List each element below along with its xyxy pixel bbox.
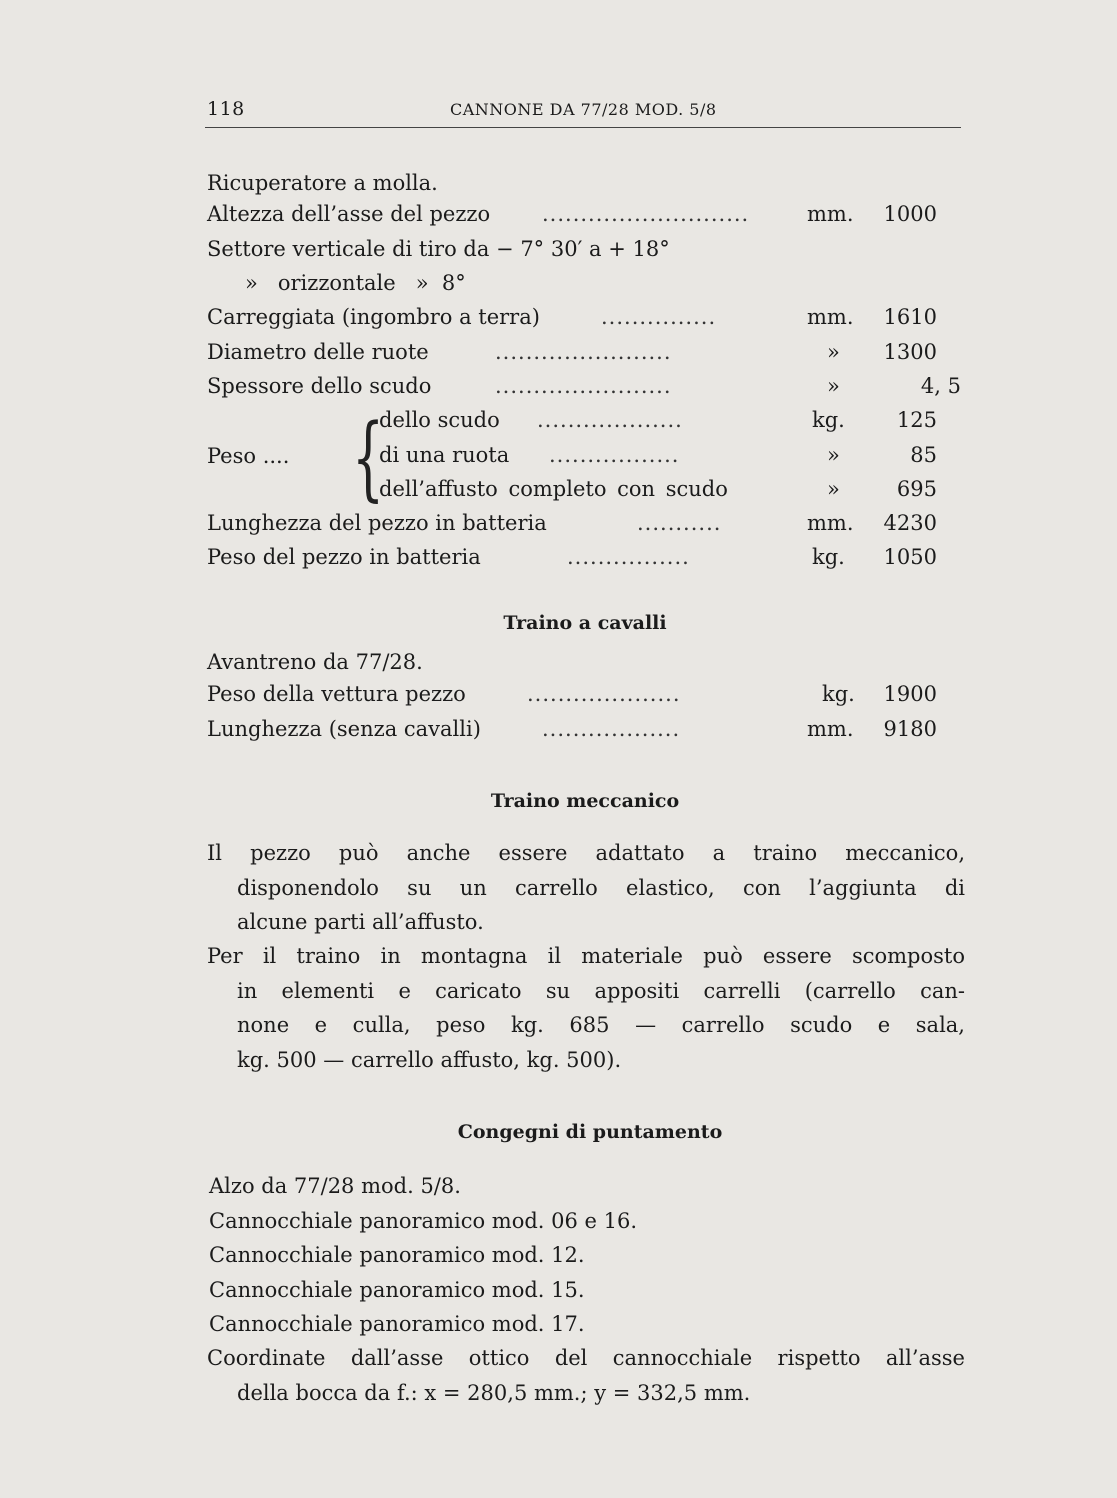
- spec-label: Settore verticale di tiro da − 7° 30′ a + 18°: [207, 237, 670, 261]
- para-line: Per il traino in montagna il materiale può essere scomposto: [207, 944, 965, 968]
- header-rule: [205, 127, 961, 128]
- peso-label: Peso ....: [207, 444, 290, 468]
- section-heading: Traino meccanico: [490, 790, 680, 812]
- list-item: Alzo da 77/28 mod. 5/8.: [209, 1174, 461, 1198]
- para-line: della bocca da f.: x = 280,5 mm.; y = 332,5 mm.: [237, 1380, 751, 1405]
- spec-value: 4230: [883, 511, 937, 535]
- list-item: Cannocchiale panoramico mod. 12.: [209, 1243, 585, 1267]
- peso-item-label: dell’affusto completo con scudo: [379, 477, 728, 501]
- leader-dots: ..................: [542, 717, 681, 741]
- spec-row: [207, 542, 937, 572]
- spec-label: Diametro delle ruote: [207, 340, 429, 364]
- para-line: alcune parti all’affusto.: [237, 910, 484, 934]
- leader-dots: ...................: [537, 408, 683, 432]
- spec-value: 1050: [883, 545, 937, 569]
- leader-dots: .......................: [495, 340, 672, 364]
- peso-item-label: di una ruota: [379, 443, 510, 467]
- intro-line: Ricuperatore a molla.: [207, 171, 438, 195]
- peso-item-value: 125: [896, 408, 937, 432]
- spec-unit: kg.: [822, 682, 855, 706]
- spec-label: Altezza dell’asse del pezzo: [207, 202, 491, 226]
- para-line: Coordinate dall’asse ottico del cannocchiale rispetto all’asse: [207, 1346, 965, 1370]
- spec-unit: kg.: [812, 545, 845, 569]
- spec-row: [207, 234, 937, 264]
- paragraph: [207, 1341, 965, 1410]
- spec-value: 1300: [883, 340, 937, 364]
- spec-label: Peso della vettura pezzo: [207, 682, 466, 706]
- spec-row: [207, 508, 937, 538]
- section-heading: Congegni di puntamento: [457, 1121, 723, 1143]
- spec-unit: mm.: [807, 717, 854, 741]
- para-line: in elementi e caricato su appositi carrelli (carrello can-: [237, 978, 965, 1003]
- spec-label: Carreggiata (ingombro a terra): [207, 305, 540, 329]
- spec-label: Spessore dello scudo: [207, 374, 432, 398]
- peso-item-unit: kg.: [812, 408, 845, 432]
- congegni-list: [209, 1169, 637, 1342]
- spec-value: 1900: [883, 682, 937, 706]
- spec-row: [207, 714, 937, 744]
- spec-value: 1610: [883, 305, 937, 329]
- list-item: Cannocchiale panoramico mod. 17.: [209, 1312, 585, 1336]
- spec-row: [207, 268, 937, 298]
- spec-unit: mm.: [807, 511, 854, 535]
- leader-dots: ...........................: [542, 202, 750, 226]
- para-line: kg. 500 — carrello affusto, kg. 500).: [237, 1047, 622, 1072]
- peso-item-unit: »: [827, 443, 840, 467]
- spec-label: Lunghezza (senza cavalli): [207, 717, 481, 741]
- spec-unit: mm.: [807, 305, 854, 329]
- para-line: none e culla, peso kg. 685 — carrello scudo e sala,: [237, 1013, 965, 1037]
- leader-dots: ....................: [527, 682, 681, 706]
- para-line: disponendolo su un carrello elastico, con l’aggiunta di: [237, 875, 965, 900]
- spec-label: Lunghezza del pezzo in batteria: [207, 511, 547, 535]
- spec-unit: »: [827, 340, 840, 364]
- spec-value: 1000: [883, 202, 937, 226]
- leader-dots: .................: [549, 443, 680, 467]
- brace-glyph: {: [352, 404, 385, 511]
- leader-dots: ...........: [637, 511, 722, 535]
- spec-label: Peso del pezzo in batteria: [207, 545, 481, 569]
- spec-label: » orizzontale » 8°: [245, 271, 466, 295]
- leader-dots: ................: [567, 545, 690, 569]
- running-title: CANNONE DA 77/28 MOD. 5/8: [450, 100, 717, 119]
- peso-item-label: dello scudo: [379, 408, 500, 432]
- peso-item-unit: »: [827, 477, 840, 501]
- paragraph: [207, 836, 965, 940]
- spec-row: [207, 302, 937, 332]
- peso-row: [207, 440, 937, 470]
- list-item: Cannocchiale panoramico mod. 06 e 16.: [209, 1208, 638, 1233]
- spec-unit: mm.: [807, 202, 854, 226]
- leader-dots: ...............: [601, 305, 717, 329]
- peso-item-value: 695: [896, 477, 937, 501]
- section-intro: Avantreno da 77/28.: [207, 650, 423, 674]
- leader-dots: .......................: [495, 374, 672, 398]
- paragraph: [207, 939, 965, 1077]
- peso-row: [207, 405, 937, 435]
- spec-value: 4, 5: [920, 374, 961, 398]
- list-item: Cannocchiale panoramico mod. 15.: [209, 1277, 585, 1302]
- peso-item-value: 85: [910, 443, 937, 467]
- spec-value: 9180: [883, 717, 937, 741]
- section-heading: Traino a cavalli: [503, 612, 667, 634]
- spec-row: [207, 371, 961, 401]
- spec-row: [207, 679, 937, 709]
- spec-unit: »: [827, 374, 840, 398]
- peso-row: [207, 474, 937, 504]
- spec-row: [207, 337, 937, 367]
- page-number: 118: [207, 98, 245, 120]
- para-line: Il pezzo può anche essere adattato a traino meccanico,: [207, 841, 965, 865]
- spec-row: [207, 199, 937, 229]
